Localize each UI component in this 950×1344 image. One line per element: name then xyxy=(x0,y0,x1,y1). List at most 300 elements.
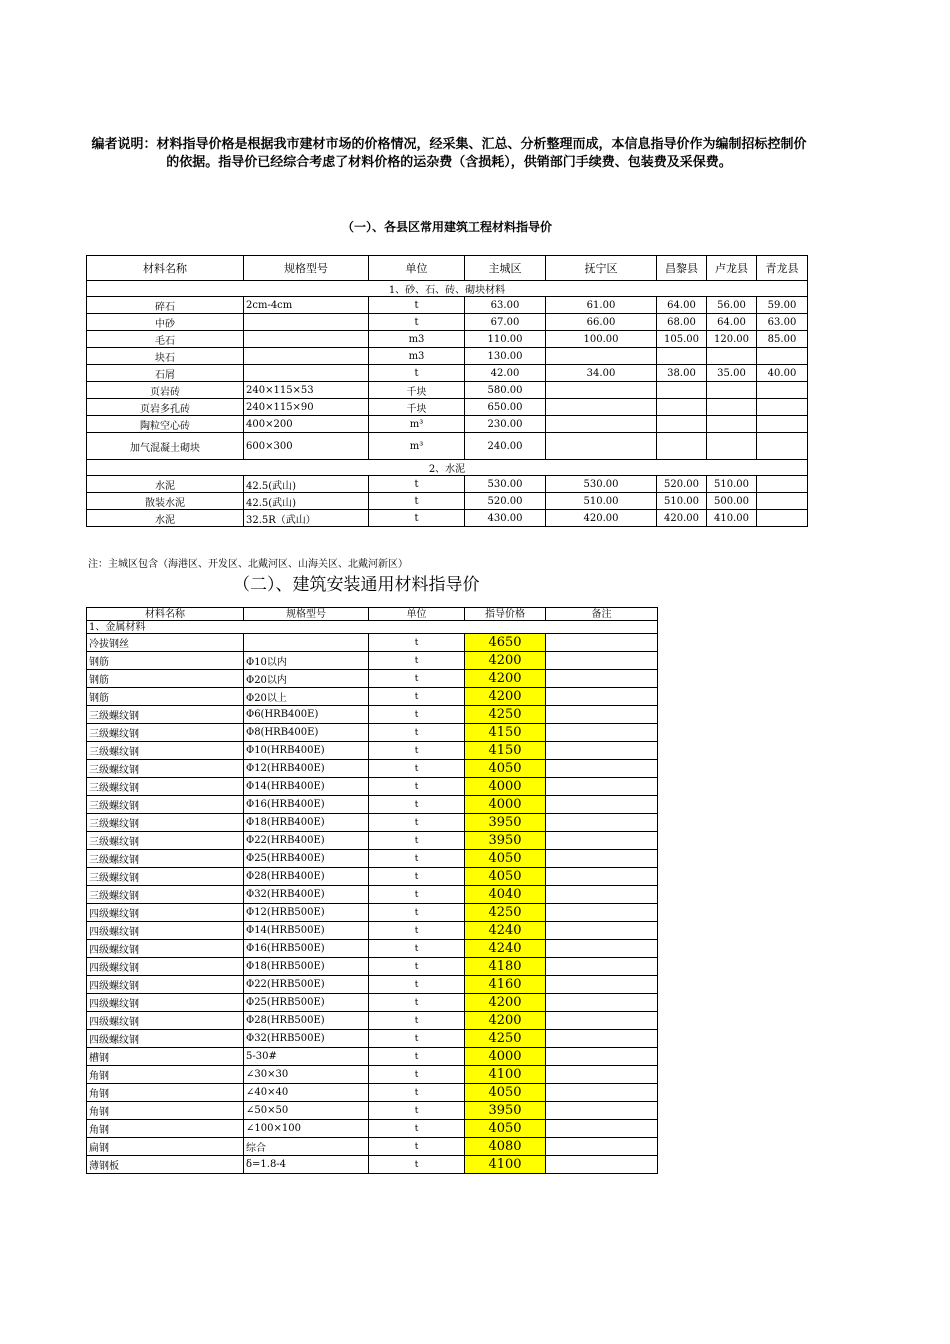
column-header: 青龙县 xyxy=(757,256,808,281)
table-cell: 66.00 xyxy=(546,314,657,331)
price-cell: 4200 xyxy=(465,652,546,670)
table-cell xyxy=(546,868,658,886)
table-cell: 530.00 xyxy=(465,476,546,493)
category-title: 1、金属材料 xyxy=(87,621,658,634)
table-cell: 130.00 xyxy=(465,348,546,365)
category-row xyxy=(87,281,808,297)
table-cell: m³ xyxy=(369,433,465,460)
table-cell: m3 xyxy=(369,348,465,365)
table-cell: t xyxy=(369,688,465,706)
table-cell xyxy=(546,433,657,460)
table-cell: 100.00 xyxy=(546,331,657,348)
table-row xyxy=(87,476,808,493)
table-row xyxy=(87,1084,658,1102)
table-cell: Φ28(HRB400E) xyxy=(244,868,369,886)
table-cell: 扁钢 xyxy=(87,1138,244,1156)
price-cell: 4150 xyxy=(465,742,546,760)
table-cell: Φ25(HRB500E) xyxy=(244,994,369,1012)
price-cell: 4150 xyxy=(465,724,546,742)
table-cell: 600×300 xyxy=(244,433,369,460)
table-row xyxy=(87,814,658,832)
table-cell: 5-30# xyxy=(244,1048,369,1066)
category-title: 1、砂、石、砖、砌块材料 xyxy=(87,281,808,297)
section1-title: （一）、各县区常用建筑工程材料指导价 xyxy=(341,220,552,234)
table-cell: 三级螺纹钢 xyxy=(87,814,244,832)
table-cell: Φ22(HRB400E) xyxy=(244,832,369,850)
price-cell: 4050 xyxy=(465,760,546,778)
table-cell: t xyxy=(369,365,465,382)
price-cell: 4080 xyxy=(465,1138,546,1156)
table-cell: 角钢 xyxy=(87,1066,244,1084)
table-cell xyxy=(546,922,658,940)
table-cell: 三级螺纹钢 xyxy=(87,778,244,796)
table-cell: 三级螺纹钢 xyxy=(87,868,244,886)
column-header: 材料名称 xyxy=(87,608,244,621)
table-cell: 三级螺纹钢 xyxy=(87,706,244,724)
column-header: 抚宁区 xyxy=(546,256,657,281)
table-cell: Φ10以内 xyxy=(244,652,369,670)
table-cell xyxy=(546,1084,658,1102)
table-row xyxy=(87,886,658,904)
table-cell xyxy=(546,1066,658,1084)
price-cell: 4180 xyxy=(465,958,546,976)
table-cell xyxy=(244,365,369,382)
table-row xyxy=(87,1138,658,1156)
table-cell xyxy=(757,416,808,433)
table-row xyxy=(87,1156,658,1174)
table-row xyxy=(87,510,808,527)
table-cell xyxy=(707,433,757,460)
column-header: 昌黎县 xyxy=(657,256,707,281)
table-cell: 钢筋 xyxy=(87,688,244,706)
table-cell xyxy=(657,348,707,365)
table-cell: 530.00 xyxy=(546,476,657,493)
table-cell: 420.00 xyxy=(657,510,707,527)
section2-title: （二）、建筑安装通用材料指导价 xyxy=(233,575,480,595)
table-cell: 230.00 xyxy=(465,416,546,433)
table-cell xyxy=(546,796,658,814)
table-cell: Φ25(HRB400E) xyxy=(244,850,369,868)
table-cell: Φ14(HRB400E) xyxy=(244,778,369,796)
table-cell xyxy=(546,348,657,365)
table-cell: t xyxy=(369,634,465,652)
table-cell: 四级螺纹钢 xyxy=(87,940,244,958)
category-row xyxy=(87,621,658,634)
table-cell: t xyxy=(369,868,465,886)
table-row xyxy=(87,994,658,1012)
table-note: 注：主城区包含（海港区、开发区、北戴河区、山海关区、北戴河新区） xyxy=(88,559,408,570)
table-cell xyxy=(546,760,658,778)
table-cell: 中砂 xyxy=(87,314,244,331)
table-cell: Φ8(HRB400E) xyxy=(244,724,369,742)
table-cell: 500.00 xyxy=(707,493,757,510)
table-cell xyxy=(757,399,808,416)
header-row xyxy=(87,256,808,281)
table-cell: 钢筋 xyxy=(87,670,244,688)
general-price-table xyxy=(86,607,658,1174)
table-cell: 420.00 xyxy=(546,510,657,527)
table-cell xyxy=(546,1012,658,1030)
table-cell: t xyxy=(369,670,465,688)
table-row xyxy=(87,652,658,670)
table-cell: 105.00 xyxy=(657,331,707,348)
table-cell: 580.00 xyxy=(465,382,546,399)
table-cell: 510.00 xyxy=(707,476,757,493)
table-cell xyxy=(546,886,658,904)
table-cell: 四级螺纹钢 xyxy=(87,904,244,922)
table-cell: 三级螺纹钢 xyxy=(87,796,244,814)
table-cell xyxy=(546,634,658,652)
table-cell: 薄钢板 xyxy=(87,1156,244,1174)
table-cell: 三级螺纹钢 xyxy=(87,760,244,778)
table-cell: ∠40×40 xyxy=(244,1084,369,1102)
table-cell: 61.00 xyxy=(546,297,657,314)
table-cell: 520.00 xyxy=(465,493,546,510)
table-cell xyxy=(657,399,707,416)
table-cell: t xyxy=(369,994,465,1012)
price-cell: 4250 xyxy=(465,706,546,724)
table-row xyxy=(87,297,808,314)
price-cell: 4200 xyxy=(465,1012,546,1030)
category-row xyxy=(87,460,808,476)
table-cell: t xyxy=(369,1066,465,1084)
table-row xyxy=(87,1048,658,1066)
table-cell xyxy=(546,382,657,399)
table-cell: 2cm-4cm xyxy=(244,297,369,314)
table-cell: 85.00 xyxy=(757,331,808,348)
table-row xyxy=(87,760,658,778)
table-cell: ∠30×30 xyxy=(244,1066,369,1084)
column-header: 主城区 xyxy=(465,256,546,281)
table-cell: t xyxy=(369,476,465,493)
table-cell: 千块 xyxy=(369,382,465,399)
table-cell: t xyxy=(369,940,465,958)
table-cell: 散装水泥 xyxy=(87,493,244,510)
table-cell: Φ32(HRB500E) xyxy=(244,1030,369,1048)
table-cell: Φ20以内 xyxy=(244,670,369,688)
table-cell: Φ20以上 xyxy=(244,688,369,706)
table-cell: 510.00 xyxy=(546,493,657,510)
table-cell: 石屑 xyxy=(87,365,244,382)
table-row xyxy=(87,670,658,688)
table-cell xyxy=(546,904,658,922)
table-cell xyxy=(546,742,658,760)
table-cell: 240×115×53 xyxy=(244,382,369,399)
table-cell xyxy=(244,348,369,365)
price-cell: 4050 xyxy=(465,1084,546,1102)
table-cell xyxy=(546,1030,658,1048)
table-cell: Φ16(HRB400E) xyxy=(244,796,369,814)
table-cell: 页岩砖 xyxy=(87,382,244,399)
table-cell: t xyxy=(369,724,465,742)
price-cell: 4650 xyxy=(465,634,546,652)
table-cell: 68.00 xyxy=(657,314,707,331)
table-row xyxy=(87,331,808,348)
table-cell: 240.00 xyxy=(465,433,546,460)
table-cell xyxy=(546,706,658,724)
table-cell: ∠100×100 xyxy=(244,1120,369,1138)
table-cell: Φ18(HRB400E) xyxy=(244,814,369,832)
table-cell xyxy=(244,634,369,652)
table-cell: Φ12(HRB500E) xyxy=(244,904,369,922)
table-cell: t xyxy=(369,1048,465,1066)
table-row xyxy=(87,904,658,922)
table-cell xyxy=(546,958,658,976)
table-cell xyxy=(657,416,707,433)
price-cell: 4160 xyxy=(465,976,546,994)
table-cell: 水泥 xyxy=(87,510,244,527)
table-cell: 四级螺纹钢 xyxy=(87,922,244,940)
price-cell: 4000 xyxy=(465,778,546,796)
table-cell: m³ xyxy=(369,416,465,433)
table-cell: 42.5(武山) xyxy=(244,493,369,510)
table-row xyxy=(87,796,658,814)
table-cell: 综合 xyxy=(244,1138,369,1156)
table-row xyxy=(87,433,808,460)
table-cell xyxy=(546,850,658,868)
table-cell xyxy=(546,724,658,742)
table-row xyxy=(87,1012,658,1030)
price-cell: 4200 xyxy=(465,670,546,688)
table-cell xyxy=(546,1138,658,1156)
table-cell: t xyxy=(369,796,465,814)
table-cell: 67.00 xyxy=(465,314,546,331)
table-cell: t xyxy=(369,832,465,850)
table-cell: 56.00 xyxy=(707,297,757,314)
table-row xyxy=(87,1066,658,1084)
table-cell: 35.00 xyxy=(707,365,757,382)
price-cell: 3950 xyxy=(465,832,546,850)
table-cell: 三级螺纹钢 xyxy=(87,850,244,868)
table-cell: 410.00 xyxy=(707,510,757,527)
price-cell: 4250 xyxy=(465,904,546,922)
table-cell: t xyxy=(369,1012,465,1030)
table-cell: t xyxy=(369,1138,465,1156)
table-cell: t xyxy=(369,1084,465,1102)
table-cell: Φ16(HRB500E) xyxy=(244,940,369,958)
table-cell xyxy=(546,814,658,832)
table-cell: 240×115×90 xyxy=(244,399,369,416)
table-row xyxy=(87,976,658,994)
table-cell: t xyxy=(369,976,465,994)
table-cell: 三级螺纹钢 xyxy=(87,742,244,760)
table-cell xyxy=(546,1156,658,1174)
table-cell xyxy=(244,331,369,348)
table-cell: Φ18(HRB500E) xyxy=(244,958,369,976)
table-cell xyxy=(546,1102,658,1120)
table-cell: 520.00 xyxy=(657,476,707,493)
table-cell xyxy=(757,510,808,527)
table-cell: t xyxy=(369,922,465,940)
table-cell: t xyxy=(369,904,465,922)
table-cell: 四级螺纹钢 xyxy=(87,976,244,994)
table-cell xyxy=(707,399,757,416)
table-cell xyxy=(707,348,757,365)
table-cell: δ=1.8-4 xyxy=(244,1156,369,1174)
table-cell: 四级螺纹钢 xyxy=(87,1012,244,1030)
table-cell: 水泥 xyxy=(87,476,244,493)
table-cell: 千块 xyxy=(369,399,465,416)
table-cell: 四级螺纹钢 xyxy=(87,1030,244,1048)
table-cell: Φ28(HRB500E) xyxy=(244,1012,369,1030)
table-cell: 64.00 xyxy=(707,314,757,331)
price-cell: 4200 xyxy=(465,994,546,1012)
table-cell xyxy=(244,314,369,331)
table-cell: 加气混凝土砌块 xyxy=(87,433,244,460)
table-cell xyxy=(757,493,808,510)
table-cell: t xyxy=(369,1120,465,1138)
table-cell: t xyxy=(369,886,465,904)
table-cell: 三级螺纹钢 xyxy=(87,886,244,904)
price-cell: 4240 xyxy=(465,940,546,958)
table-cell: 34.00 xyxy=(546,365,657,382)
editor-note: 编者说明：材料指导价格是根据我市建材市场的价格情况，经采集、汇总、分析整理而成，本信息指导价作为编制招标控制价的依据。指导价已经综合考虑了材料价格的运杂费（含损耗），供销部门手续费、包装费及采保费。 xyxy=(91,137,807,170)
table-cell xyxy=(546,1120,658,1138)
column-header: 材料名称 xyxy=(87,256,244,281)
table-cell: 40.00 xyxy=(757,365,808,382)
table-cell xyxy=(546,994,658,1012)
table-cell: t xyxy=(369,814,465,832)
table-row xyxy=(87,832,658,850)
column-header: 规格型号 xyxy=(244,608,369,621)
table-row xyxy=(87,940,658,958)
table-cell xyxy=(546,976,658,994)
table-row xyxy=(87,1030,658,1048)
table-cell xyxy=(707,382,757,399)
table-cell xyxy=(657,433,707,460)
table-cell xyxy=(546,670,658,688)
table-cell: 角钢 xyxy=(87,1084,244,1102)
table-row xyxy=(87,399,808,416)
table-row xyxy=(87,688,658,706)
table-cell: 毛石 xyxy=(87,331,244,348)
table-cell xyxy=(546,1048,658,1066)
column-header: 备注 xyxy=(546,608,658,621)
table-cell: 32.5R（武山） xyxy=(244,510,369,527)
table-row xyxy=(87,1102,658,1120)
table-cell xyxy=(757,382,808,399)
table-cell xyxy=(757,433,808,460)
table-cell: 63.00 xyxy=(757,314,808,331)
table-row xyxy=(87,724,658,742)
column-header: 单位 xyxy=(369,256,465,281)
table-cell: 64.00 xyxy=(657,297,707,314)
table-cell: t xyxy=(369,314,465,331)
table-cell: Φ6(HRB400E) xyxy=(244,706,369,724)
price-cell: 4200 xyxy=(465,688,546,706)
table-cell: 陶粒空心砖 xyxy=(87,416,244,433)
table-row xyxy=(87,634,658,652)
table-cell: t xyxy=(369,958,465,976)
table-cell xyxy=(757,476,808,493)
table-row xyxy=(87,922,658,940)
table-cell: t xyxy=(369,297,465,314)
table-cell: 角钢 xyxy=(87,1120,244,1138)
table-cell: 页岩多孔砖 xyxy=(87,399,244,416)
county-price-table xyxy=(86,255,808,527)
table-cell: 650.00 xyxy=(465,399,546,416)
table-cell: 510.00 xyxy=(657,493,707,510)
table-cell: m3 xyxy=(369,331,465,348)
table-cell xyxy=(707,416,757,433)
table-cell: ∠50×50 xyxy=(244,1102,369,1120)
table-cell: Φ12(HRB400E) xyxy=(244,760,369,778)
column-header: 单位 xyxy=(369,608,465,621)
table-cell: 角钢 xyxy=(87,1102,244,1120)
table-row xyxy=(87,493,808,510)
table-cell: t xyxy=(369,706,465,724)
table-row xyxy=(87,314,808,331)
column-header: 规格型号 xyxy=(244,256,369,281)
table-cell xyxy=(546,416,657,433)
table-cell: t xyxy=(369,493,465,510)
table-cell: t xyxy=(369,742,465,760)
price-cell: 4000 xyxy=(465,796,546,814)
header-row xyxy=(87,608,658,621)
table-row xyxy=(87,850,658,868)
price-cell: 4100 xyxy=(465,1066,546,1084)
table-cell: 碎石 xyxy=(87,297,244,314)
table-cell xyxy=(546,832,658,850)
table-cell: 63.00 xyxy=(465,297,546,314)
table-cell: Φ22(HRB500E) xyxy=(244,976,369,994)
table-cell: 三级螺纹钢 xyxy=(87,832,244,850)
price-cell: 4250 xyxy=(465,1030,546,1048)
table-row xyxy=(87,382,808,399)
price-cell: 4040 xyxy=(465,886,546,904)
table-cell: 59.00 xyxy=(757,297,808,314)
category-title: 2、水泥 xyxy=(87,460,808,476)
table-cell: 120.00 xyxy=(707,331,757,348)
price-cell: 4000 xyxy=(465,1048,546,1066)
table-cell: t xyxy=(369,760,465,778)
table-cell: t xyxy=(369,1030,465,1048)
table-cell xyxy=(546,652,658,670)
table-cell: t xyxy=(369,778,465,796)
table-cell: t xyxy=(369,652,465,670)
table-cell xyxy=(657,382,707,399)
table-row xyxy=(87,1120,658,1138)
table-cell: Φ10(HRB400E) xyxy=(244,742,369,760)
column-header: 卢龙县 xyxy=(707,256,757,281)
table-cell: Φ14(HRB500E) xyxy=(244,922,369,940)
table-cell: 块石 xyxy=(87,348,244,365)
table-row xyxy=(87,778,658,796)
table-row xyxy=(87,416,808,433)
table-cell xyxy=(546,940,658,958)
table-cell: 430.00 xyxy=(465,510,546,527)
table-cell: Φ32(HRB400E) xyxy=(244,886,369,904)
table-row xyxy=(87,742,658,760)
table-cell: 冷拔钢丝 xyxy=(87,634,244,652)
price-cell: 4240 xyxy=(465,922,546,940)
table-row xyxy=(87,958,658,976)
table-row xyxy=(87,706,658,724)
price-cell: 4050 xyxy=(465,1120,546,1138)
table-cell: t xyxy=(369,1156,465,1174)
table-cell: 38.00 xyxy=(657,365,707,382)
table-cell: 三级螺纹钢 xyxy=(87,724,244,742)
table-row xyxy=(87,365,808,382)
table-cell: 110.00 xyxy=(465,331,546,348)
table-cell: t xyxy=(369,510,465,527)
table-cell: 400×200 xyxy=(244,416,369,433)
table-cell: t xyxy=(369,1102,465,1120)
price-cell: 4050 xyxy=(465,850,546,868)
table-cell: 42.5(武山) xyxy=(244,476,369,493)
column-header: 指导价格 xyxy=(465,608,546,621)
price-cell: 3950 xyxy=(465,814,546,832)
